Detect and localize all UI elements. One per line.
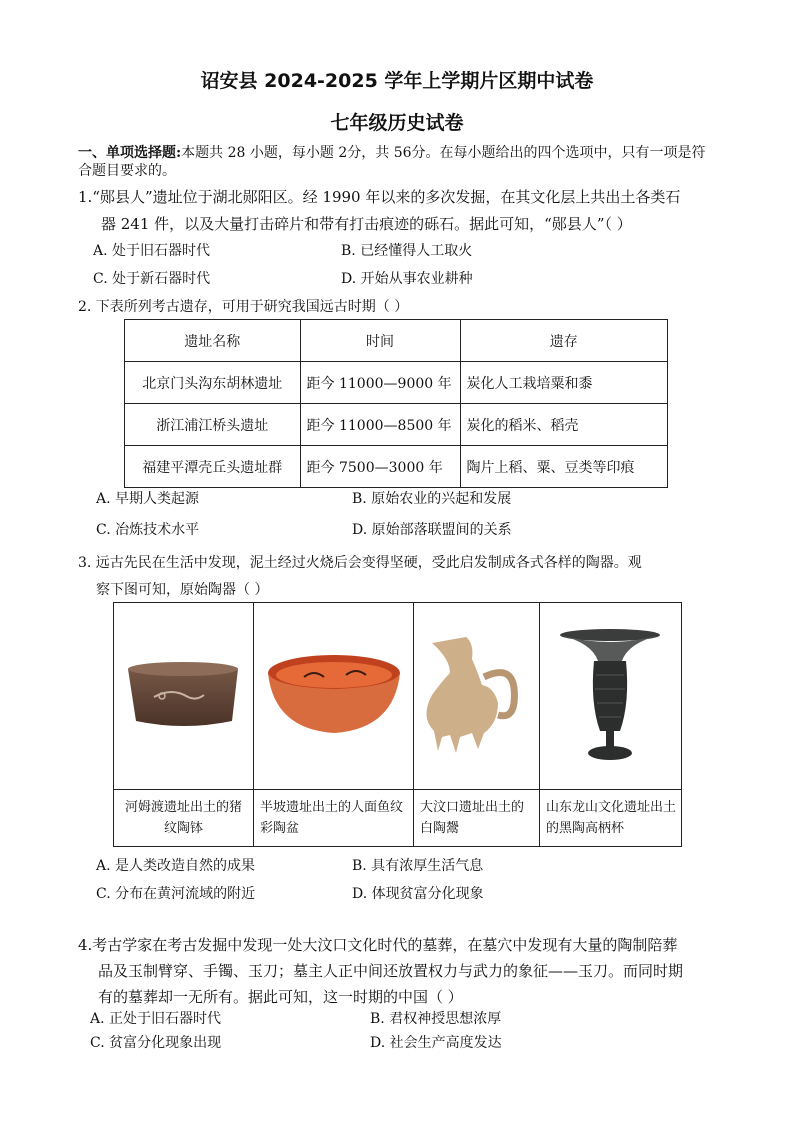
table-cell: 北京门头沟东胡林遗址 bbox=[125, 362, 301, 404]
image-cell bbox=[114, 603, 254, 846]
q4-stem-line1: 4.考古学家在考古发掘中发现一处大汶口文化时代的墓葬，在墓穴中发现有大量的陶制陪葬 bbox=[78, 936, 678, 954]
page-title: 诏安县 2024-2025 学年上学期片区期中试卷 bbox=[200, 70, 594, 92]
q3-stem-line2: 察下图可知，原始陶器（ ） bbox=[96, 582, 269, 598]
table-header-row bbox=[125, 320, 668, 362]
section-description bbox=[78, 143, 706, 163]
table-header: 遗址名称 bbox=[125, 320, 301, 362]
q3-stem-line1: 3. 远古先民在生活中发现，泥土经过火烧后会变得坚硬，受此启发制成各式各样的陶器。观 bbox=[78, 555, 642, 571]
table-cell: 陶片上稻、粟、豆类等印痕 bbox=[460, 446, 668, 488]
table-cell: 距今 11000—8500 年 bbox=[300, 404, 460, 446]
table-cell: 距今 7500—3000 年 bbox=[300, 446, 460, 488]
white-pottery-gui-icon bbox=[414, 603, 540, 789]
q4-option-c[interactable]: C. 贫富分化现象出现 bbox=[90, 1035, 222, 1051]
q4-option-b[interactable]: B. 君权神授思想浓厚 bbox=[370, 1011, 502, 1027]
q1-stem-line2: 器 241 件，以及大量打击碎片和带有打击痕迹的砾石。据此可知，“郧县人”（ ） bbox=[101, 215, 632, 233]
q3-image-table bbox=[113, 602, 682, 847]
table-header: 遗存 bbox=[460, 320, 668, 362]
q1-stem-line1: 1.“郧县人”遗址位于湖北郧阳区。经 1990 年以来的多次发掘，在其文化层上共出土各类石 bbox=[78, 188, 681, 206]
q1-option-a[interactable]: A. 处于旧石器时代 bbox=[93, 243, 211, 259]
image-caption: 半坡遗址出土的人面鱼纹彩陶盆 bbox=[260, 800, 404, 836]
painted-pottery-basin-icon bbox=[254, 603, 414, 789]
section-desc-line2: 合题目要求的。 bbox=[78, 163, 176, 179]
black-pottery-stem-cup-icon bbox=[540, 603, 683, 789]
q3-option-a[interactable]: A. 是人类改造自然的成果 bbox=[96, 858, 256, 874]
q4-option-a[interactable]: A. 正处于旧石器时代 bbox=[90, 1011, 222, 1027]
table-row bbox=[125, 362, 668, 404]
q3-option-c[interactable]: C. 分布在黄河流域的附近 bbox=[96, 886, 256, 902]
q2-option-c[interactable]: C. 冶炼技术水平 bbox=[96, 522, 200, 538]
section-desc-line1: 本题共 28 小题，每小题 2分，共 56分。在每小题给出的四个选项中，只有一项是符 bbox=[181, 145, 706, 161]
table-cell: 距今 11000—9000 年 bbox=[300, 362, 460, 404]
image-cell bbox=[254, 603, 414, 846]
q1-option-b[interactable]: B. 已经懂得人工取火 bbox=[341, 243, 473, 259]
q2-option-a[interactable]: A. 早期人类起源 bbox=[96, 491, 200, 507]
q2-option-b[interactable]: B. 原始农业的兴起和发展 bbox=[352, 491, 512, 507]
q2-stem: 2. 下表所列考古遗存，可用于研究我国远古时期（ ） bbox=[78, 299, 409, 315]
q4-option-d[interactable]: D. 社会生产高度发达 bbox=[370, 1035, 502, 1051]
table-row bbox=[125, 446, 668, 488]
q3-option-b[interactable]: B. 具有浓厚生活气息 bbox=[352, 858, 484, 874]
table-cell: 浙江浦江桥头遗址 bbox=[125, 404, 301, 446]
table-row bbox=[125, 404, 668, 446]
table-cell: 炭化人工栽培粟和黍 bbox=[460, 362, 668, 404]
image-caption: 河姆渡遗址出土的猪纹陶钵 bbox=[124, 800, 242, 836]
q1-option-d[interactable]: D. 开始从事农业耕种 bbox=[341, 271, 473, 287]
table-header: 时间 bbox=[300, 320, 460, 362]
image-cell bbox=[414, 603, 540, 846]
section-heading: 一、单项选择题: bbox=[78, 145, 182, 161]
image-caption: 大汶口遗址出土的白陶鬶 bbox=[420, 800, 525, 836]
image-caption: 山东龙山文化遗址出土的黑陶高柄杯 bbox=[546, 800, 677, 836]
q2-option-d[interactable]: D. 原始部落联盟间的关系 bbox=[352, 522, 512, 538]
q4-stem-line3: 有的墓葬却一无所有。据此可知，这一时期的中国（ ） bbox=[98, 988, 463, 1006]
table-cell: 福建平潭壳丘头遗址群 bbox=[125, 446, 301, 488]
table-cell: 炭化的稻米、稻壳 bbox=[460, 404, 668, 446]
page-subtitle: 七年级历史试卷 bbox=[330, 112, 464, 134]
q1-option-c[interactable]: C. 处于新石器时代 bbox=[93, 271, 211, 287]
q3-option-d[interactable]: D. 体现贫富分化现象 bbox=[352, 886, 484, 902]
image-cell bbox=[540, 603, 683, 846]
q2-table bbox=[124, 319, 668, 488]
q4-stem-line2: 品及玉制臂穿、手镯、玉刀；墓主人正中间还放置权力与武力的象征——玉刀。而同时期 bbox=[98, 962, 684, 980]
pig-pattern-pottery-bowl-icon bbox=[114, 603, 254, 789]
